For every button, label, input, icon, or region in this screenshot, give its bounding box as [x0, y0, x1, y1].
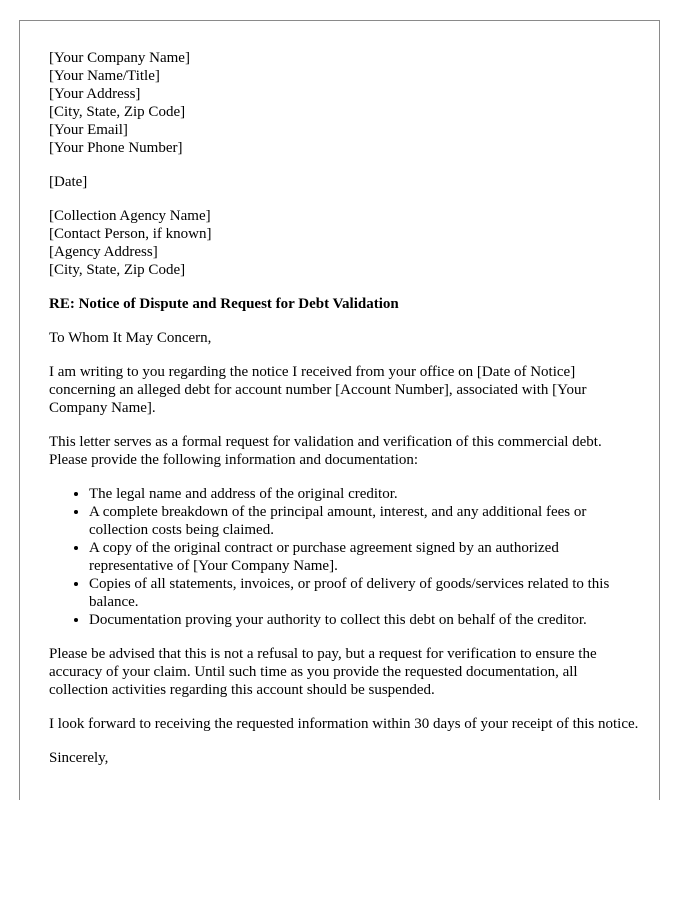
recipient-address: [Agency Address] — [49, 244, 158, 260]
letter-page — [19, 20, 660, 800]
list-item: • The legal name and address of the original creditor. — [89, 485, 639, 503]
list-item: • Copies of all statements, invoices, or proof of delivery of goods/services related to this balance. — [89, 575, 639, 611]
subject-line: RE: Notice of Dispute and Request for Debt Validation — [49, 296, 399, 312]
requested-items-list — [49, 485, 639, 629]
list-item: • A complete breakdown of the principal amount, interest, and any additional fees or collection costs being claimed. — [89, 503, 639, 539]
sender-company: [Your Company Name] — [49, 50, 190, 66]
list-item: • Documentation proving your authority to collect this debt on behalf of the creditor. — [89, 611, 639, 629]
recipient-city-state-zip: [City, State, Zip Code] — [49, 262, 186, 278]
paragraph-forward: I look forward to receiving the requested information within 30 days of your receipt of this notice. — [49, 716, 639, 732]
closing: Sincerely, — [49, 750, 109, 766]
list-item: • A copy of the original contract or purchase agreement signed by an authorized representative of [Your Company Name]. — [89, 539, 639, 575]
letter-date: [Date] — [49, 174, 88, 190]
sender-city-state-zip: [City, State, Zip Code] — [49, 104, 186, 120]
recipient-block — [49, 207, 639, 279]
sender-block — [49, 49, 639, 157]
paragraph-advised: Please be advised that this is not a refusal to pay, but a request for verification to ensure the accuracy of your claim. Until such time as you provide the requested documentation, all collection activities regarding this account should be suspended. — [49, 646, 597, 698]
paragraph-request: This letter serves as a formal request for validation and verification of this commercial debt. Please provide the following information and documentation: — [49, 434, 602, 468]
sender-email: [Your Email] — [49, 122, 128, 138]
paragraph-intro: I am writing to you regarding the notice I received from your office on [Date of Notice] concerning an alleged debt for account number [Account Number], associated with [Your Company Name]. — [49, 364, 587, 416]
date-block — [49, 173, 639, 191]
recipient-agency: [Collection Agency Name] — [49, 208, 211, 224]
letter-content — [49, 49, 639, 783]
salutation: To Whom It May Concern, — [49, 330, 212, 346]
sender-phone: [Your Phone Number] — [49, 140, 183, 156]
sender-address: [Your Address] — [49, 86, 141, 102]
recipient-contact: [Contact Person, if known] — [49, 226, 212, 242]
sender-name-title: [Your Name/Title] — [49, 68, 160, 84]
